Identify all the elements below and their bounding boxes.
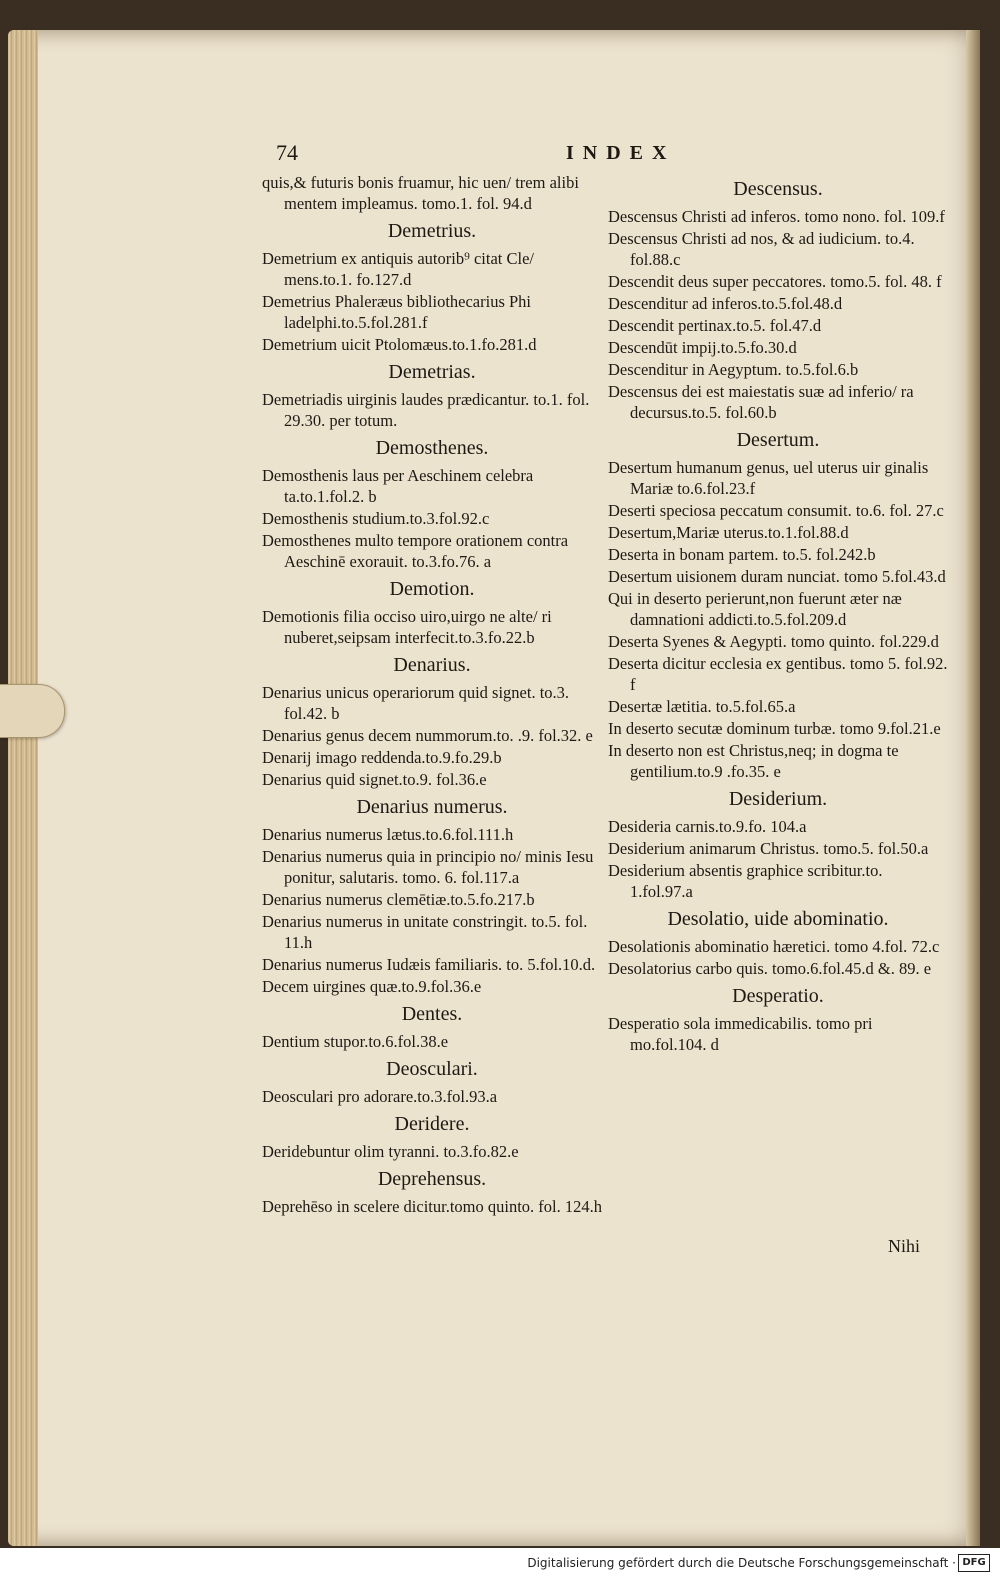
catchword: Nihi bbox=[888, 1236, 921, 1256]
index-entry: Deserti speciosa peccatum consumit. to.6. fol. 27.c bbox=[608, 501, 944, 520]
page-number: 74 bbox=[276, 140, 298, 165]
index-entry: Demotionis filia occiso uiro,uirgo ne alte/ ri nuberet,seipsam interfecit.to.3.fo.22.b bbox=[262, 607, 552, 647]
index-heading: Desiderium. bbox=[728, 788, 828, 810]
index-heading: Dentes. bbox=[401, 1003, 463, 1025]
index-entry: Denarius numerus in unitate constringit. to.5. fol. 11.h bbox=[262, 912, 588, 952]
index-entry: Denarij imago reddenda.to.9.fo.29.b bbox=[262, 748, 502, 767]
index-entry: In deserto non est Christus,neq; in dogma te gentilium.to.9 .fo.35. e bbox=[608, 741, 899, 781]
index-entry: Deridebuntur olim tyranni. to.3.fo.82.e bbox=[262, 1142, 519, 1161]
right-index-column bbox=[608, 172, 948, 1056]
index-entry: Desertum uisionem duram nunciat. tomo 5.fol.43.d bbox=[608, 567, 946, 586]
index-entry: Deserta Syenes & Aegypti. tomo quinto. fol.229.d bbox=[608, 632, 939, 651]
index-heading: Descensus. bbox=[733, 178, 823, 200]
index-heading: Demotion. bbox=[389, 578, 475, 600]
running-head: INDEX bbox=[566, 142, 676, 164]
index-entry: Deserta in bonam partem. to.5. fol.242.b bbox=[608, 545, 876, 564]
index-entry: Desideria carnis.to.9.fo. 104.a bbox=[608, 817, 807, 836]
index-entry: Deprehēso in scelere dicitur.tomo quinto. fol. 124.h bbox=[262, 1197, 603, 1216]
index-heading: Deridere. bbox=[394, 1113, 470, 1135]
index-entry: Desertum humanum genus, uel uterus uir ginalis Mariæ to.6.fol.23.f bbox=[608, 458, 929, 498]
index-heading: Denarius numerus. bbox=[356, 796, 508, 818]
index-entry: Denarius numerus Iudæis familiaris. to. 5.fol.10.d. bbox=[262, 955, 596, 974]
index-entry: Desiderium absentis graphice scribitur.to. 1.fol.97.a bbox=[608, 861, 883, 901]
index-entry: Denarius numerus clemētiæ.to.5.fo.217.b bbox=[262, 890, 535, 909]
index-entry: Descendit deus super peccatores. tomo.5. fol. 48. f bbox=[608, 272, 942, 291]
book-clasp bbox=[0, 684, 65, 738]
index-heading: Demetrias. bbox=[388, 361, 476, 383]
index-heading: Desertum. bbox=[736, 429, 820, 451]
footer-credit-text: Digitalisierung gefördert durch die Deutsche Forschungsgemeinschaft · bbox=[527, 1556, 956, 1570]
index-entry: Descensus dei est maiestatis suæ ad inferio/ ra decursus.to.5. fol.60.b bbox=[608, 382, 914, 422]
index-entry: Denarius unicus operariorum quid signet. to.3. fol.42. b bbox=[262, 683, 570, 723]
index-entry: Denarius genus decem nummorum.to. .9. fol.32. e bbox=[262, 726, 593, 745]
index-entry: Descenditur in Aegyptum. to.5.fol.6.b bbox=[608, 360, 859, 379]
index-heading: Demosthenes. bbox=[375, 437, 489, 459]
index-heading: Deprehensus. bbox=[377, 1168, 487, 1190]
index-entry: Deosculari pro adorare.to.3.fol.93.a bbox=[262, 1087, 498, 1106]
index-entry: Descendit pertinax.to.5. fol.47.d bbox=[608, 316, 822, 335]
index-entry: Demetrium ex antiquis autorib⁹ citat Cle/ mens.to.1. fo.127.d bbox=[262, 249, 534, 289]
index-entry: Demetriadis uirginis laudes prædicantur. to.1. fol. 29.30. per totum. bbox=[262, 390, 590, 430]
index-entry: Desertum,Mariæ uterus.to.1.fol.88.d bbox=[608, 523, 849, 542]
book-gutter bbox=[966, 30, 980, 1546]
index-entry: quis,& futuris bonis fruamur, hic uen/ trem alibi mentem impleamus. tomo.1. fol. 94.d bbox=[262, 173, 579, 213]
index-entry: Demosthenis studium.to.3.fol.92.c bbox=[262, 509, 490, 528]
index-heading: Desolatio, uide abominatio. bbox=[667, 908, 889, 930]
index-entry: Demetrium uicit Ptolomæus.to.1.fo.281.d bbox=[262, 335, 537, 354]
index-entry: Denarius numerus lætus.to.6.fol.111.h bbox=[262, 825, 514, 844]
index-entry: Dentium stupor.to.6.fol.38.e bbox=[262, 1032, 449, 1051]
index-entry: Decem uirgines quæ.to.9.fol.36.e bbox=[262, 977, 482, 996]
index-entry: Descenditur ad inferos.to.5.fol.48.d bbox=[608, 294, 843, 313]
index-entry: Demosthenes multo tempore orationem contra Aeschinē exorauit. to.3.fo.76. a bbox=[262, 531, 569, 571]
dfg-logo: DFG bbox=[958, 1554, 990, 1572]
index-entry: Desolatorius carbo quis. tomo.6.fol.45.d &. 89. e bbox=[608, 959, 932, 978]
index-heading: Desperatio. bbox=[732, 985, 824, 1007]
page-edges bbox=[8, 30, 38, 1546]
index-entry: Denarius numerus quia in principio no/ minis Iesu ponitur, salutaris. tomo. 6. fol.117.a bbox=[262, 847, 594, 887]
index-entry: Denarius quid signet.to.9. fol.36.e bbox=[262, 770, 487, 789]
index-heading: Denarius. bbox=[393, 654, 471, 676]
index-entry: Desiderium animarum Christus. tomo.5. fol.50.a bbox=[608, 839, 929, 858]
index-entry: Demosthenis laus per Aeschinem celebra ta.to.1.fol.2. b bbox=[262, 466, 534, 506]
index-entry: Desperatio sola immedicabilis. tomo pri mo.fol.104. d bbox=[608, 1014, 873, 1054]
index-entry: Descendūt impij.to.5.fo.30.d bbox=[608, 338, 797, 357]
index-entry: Demetrius Phaleræus bibliothecarius Phi ladelphi.to.5.fol.281.f bbox=[262, 292, 532, 332]
index-entry: Desolationis abominatio hæretici. tomo 4.fol. 72.c bbox=[608, 937, 940, 956]
index-entry: Qui in deserto perierunt,non fuerunt æter næ damnationi addicti.to.5.fol.209.d bbox=[608, 589, 902, 629]
index-entry: Deserta dicitur ecclesia ex gentibus. tomo 5. fol.92. f bbox=[608, 654, 948, 694]
index-entry: In deserto secutæ dominum turbæ. tomo 9.fol.21.e bbox=[608, 719, 941, 738]
index-heading: Demetrius. bbox=[387, 220, 477, 242]
index-entry: Desertæ lætitia. to.5.fol.65.a bbox=[608, 697, 796, 716]
index-entry: Descensus Christi ad nos, & ad iudicium. to.4. fol.88.c bbox=[608, 229, 915, 269]
index-entry: Descensus Christi ad inferos. tomo nono. fol. 109.f bbox=[608, 207, 945, 226]
left-index-column bbox=[262, 172, 602, 1218]
index-heading: Deosculari. bbox=[386, 1058, 478, 1080]
digitization-footer bbox=[0, 1548, 1000, 1580]
